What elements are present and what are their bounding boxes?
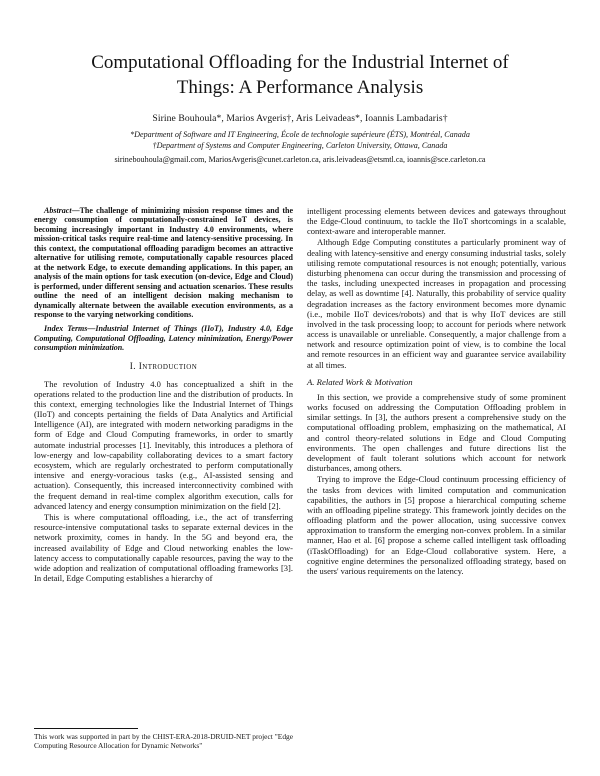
related-work-paragraph-2: Trying to improve the Edge-Cloud continuum processing efficiency of the tasks from devices with limited computation and communication capabilities, the authors in [5] propose a hierarchical computing scheme with an offloading pipeline strategy. This framework jointly decides on the offloading platform and the power allocation, using successive convex approximation to transform the emerging non-convex problem. In a similar manner, Hao et al. [6] propose a scheme called intelligent task offloading (iTaskOffloading) for an Edge-Cloud collaborative system. Here, a cognitive engine determines the personalized offloading strategy, based on the users' various requirements on the latency.	[307, 474, 566, 576]
subsection-heading-related-work: A. Related Work & Motivation	[307, 376, 413, 387]
footnote-text: This work was supported in part by the CHIST-ERA-2018-DRUID-NET project "Edge Computing Resource Allocation for Dynamic Networks"	[34, 731, 293, 750]
abstract-label: Abstract	[44, 205, 72, 215]
related-work-paragraph-1: In this section, we provide a comprehensive study of some prominent works focused on addressing the Computation Offloading problem in similar settings. In [3], the authors present a comprehensive study on the computational offloading problem, emphasizing on the mathematical, AI and control theory-related solutions in Edge and Cloud Computing environments. The open challenges and future directions list the development of fault tolerant solutions which account for network disturbances, among others.	[307, 391, 566, 474]
two-column-body	[34, 206, 566, 750]
footnote-rule	[34, 728, 138, 729]
section-heading-introduction: I. Introduction	[129, 361, 198, 372]
intro-paragraph-1: The revolution of Industry 4.0 has conceptualized a shift in the operations related to the production line and the distribution of products. In this context, emerging technologies like the Industrial Internet of Things (IIoT) and concepts pertaining the fields of Data Analytics and Artificial Intelligence (AI), are integrated with modern networking paradigms in the form of Edge and Cloud Computing frameworks, in order to smartly automate industrial processes [1]. Inevitably, this introduces a plethora of low-energy and low-capability collaborating devices to a smart factory ecosystem, which are regularly orchestrated to perform computationally intensive and energy-voracious tasks (e.g., AI-assisted sensing and actuation). Consequently, this increased interconnectivity combined with the frequent demand in real-time complex algorithm execution, calls for advanced latency and energy consumption minimization on the field [2].	[34, 378, 293, 511]
index-terms-paragraph	[34, 324, 293, 353]
left-column	[34, 206, 293, 750]
affiliation-ets: *Department of Software and IT Engineering, École de technologie supérieure (ÉTS), Montréal, Canada	[130, 130, 470, 140]
affiliation-carleton: †Department of Systems and Computer Engineering, Carleton University, Ottawa, Canada	[152, 141, 448, 151]
funding-footnote	[34, 724, 293, 751]
index-terms-text: —Industrial Internet of Things (IIoT), Industry 4.0, Edge Computing, Computational Offloading, Latency minimization, Energy/Power consumption minimization.	[34, 324, 294, 353]
author-emails: sirinebouhoula@gmail.com, MariosAvgeris@cunet.carleton.ca, aris.leivadeas@etsmtl.ca, ioannis@sce.carleton.ca	[114, 154, 486, 164]
index-terms-label: Index Terms	[44, 324, 88, 333]
intro-continuation-paragraph: intelligent processing elements between devices and gateways throughout the Edge-Cloud continuum, to tackle the IIoT shortcomings in a scalable, context-aware and interoperable manner.	[307, 205, 566, 237]
abstract-paragraph	[34, 206, 293, 320]
abstract-text: —The challenge of minimizing mission response times and the energy consumption of computationally-constrained IoT devices, is becoming increasingly important in Industry 4.0 environments, where mission-critical tasks require real-time and latency-sensitive processing. In this context, the computational offloading paradigm becomes an attractive alternative for utilising remote, computationally capable resources placed at the network Edge, to execute demanding applications. In this paper, an analysis of the main options for task execution (on-device, Edge and Cloud) is performed, under different sensing and actuation scenarios. These results outline the need of an intelligent decision making mechanism to dynamically alternate between the available execution environments, as a response to the varying networking conditions.	[34, 205, 293, 320]
intro-paragraph-2: This is where computational offloading, i.e., the act of transferring resource-intensive computational tasks to separate external devices in the network proximity, comes in handy. In the 5G and beyond era, the increased availability of Edge and Cloud networking enables the low-latency access to computationally capable resources, paving the way to the wide adoption and realization of computational offloading frameworks [3]. In detail, Edge Computing establishes a hierarchy of	[34, 511, 293, 584]
edge-computing-paragraph: Although Edge Computing constitutes a particularly prominent way of dealing with latency-sensitive and energy consuming industrial tasks, solely utilising remote computational resources is not enough; potentially, various disturbing phenomena can occur during the transmission and processing of the tasks, including unexpected increases in propagation and processing delay, as well as downtime [4]. Naturally, this probability of service quality degradation increases as the factory environment becomes more dynamic (i.e., mobile IIoT devices/robots) and that is why IIoT devices are still involved in the task processing loop; to account for periods where network access is unavailable or unreliable. Consequently, a major challenge from a network and resource optimization point of view, is to combine the local and remote resources in an efficient way and guarantee service availability at all times.	[307, 237, 566, 370]
right-column	[307, 206, 566, 750]
paper-title: Computational Offloading for the Industrial Internet of Things: A Performance Analysis	[91, 52, 509, 99]
affiliations-block	[34, 129, 566, 152]
authors-line: Sirine Bouhoula*, Marios Avgeris†, Aris Leivadeas*, Ioannis Lambadaris†	[152, 113, 448, 125]
